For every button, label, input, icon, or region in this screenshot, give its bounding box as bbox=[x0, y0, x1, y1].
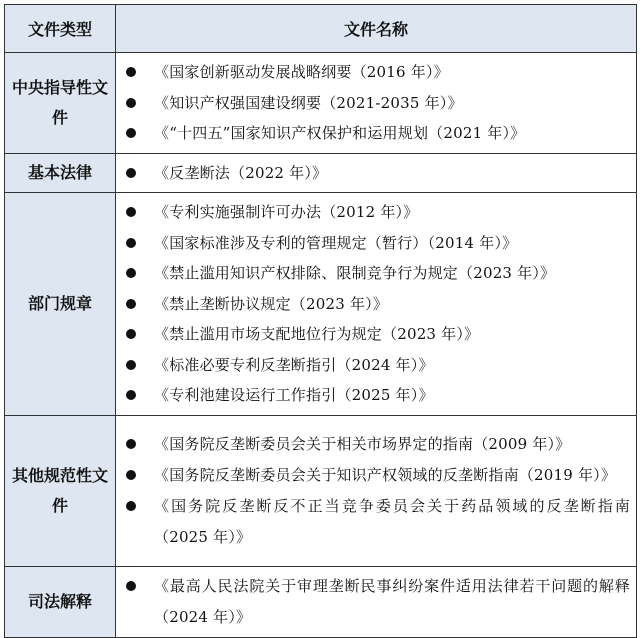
list-item bbox=[124, 258, 630, 289]
header-file-name: 文件名称 bbox=[116, 5, 637, 53]
document-title: 《反垄断法（2022 年）》 bbox=[154, 163, 328, 182]
document-title: 《禁止滥用知识产权排除、限制竞争行为规定（2023 年）》 bbox=[154, 264, 556, 282]
documents-cell bbox=[116, 153, 637, 193]
document-title: 《专利池建设运行工作指引（2025 年）》 bbox=[154, 386, 434, 404]
list-item bbox=[124, 289, 630, 320]
document-title: 《标准必要专利反垄断指引（2024 年）》 bbox=[154, 355, 434, 374]
list-item bbox=[124, 228, 630, 259]
documents-cell bbox=[116, 415, 637, 566]
list-item bbox=[124, 57, 630, 88]
document-table-container bbox=[4, 4, 636, 638]
table-row bbox=[5, 415, 637, 566]
header-file-type: 文件类型 bbox=[5, 5, 116, 53]
list-item bbox=[124, 350, 630, 381]
category-cell: 基本法律 bbox=[5, 153, 116, 193]
document-title: 《专利实施强制许可办法（2012 年）》 bbox=[154, 203, 419, 221]
bullet-icon bbox=[126, 299, 136, 309]
documents-cell bbox=[116, 193, 637, 416]
document-title: 《国务院反垄断委员会关于相关市场界定的指南（2009 年）》 bbox=[154, 434, 571, 453]
list-item bbox=[124, 158, 630, 189]
table-row bbox=[5, 153, 637, 193]
bullet-icon bbox=[126, 207, 136, 217]
bullet-icon bbox=[126, 470, 136, 480]
category-cell: 部门规章 bbox=[5, 193, 116, 416]
table-header-row bbox=[5, 5, 637, 53]
documents-cell bbox=[116, 566, 637, 637]
document-title: 《知识产权强国建设纲要（2021-2035 年）》 bbox=[154, 93, 463, 112]
bullet-icon bbox=[126, 238, 136, 248]
list-item bbox=[124, 319, 630, 350]
list-item bbox=[124, 197, 630, 228]
bullet-icon bbox=[126, 390, 136, 400]
document-title: 《最高人民法院关于审理垄断民事纠纷案件适用法律若干问题的解释（2024 年）》 bbox=[154, 576, 630, 626]
bullet-icon bbox=[126, 329, 136, 339]
document-title: 《国家创新驱动发展战略纲要（2016 年）》 bbox=[154, 63, 449, 81]
list-item bbox=[124, 429, 630, 460]
list-item bbox=[124, 118, 630, 149]
bullet-icon bbox=[126, 67, 136, 77]
category-cell: 其他规范性文件 bbox=[5, 415, 116, 566]
category-cell: 中央指导性文件 bbox=[5, 53, 116, 154]
list-item bbox=[124, 380, 630, 411]
list-item bbox=[124, 491, 630, 553]
category-cell: 司法解释 bbox=[5, 566, 116, 637]
bullet-icon bbox=[126, 98, 136, 108]
bullet-icon bbox=[126, 128, 136, 138]
bullet-icon bbox=[126, 439, 136, 449]
document-list bbox=[124, 571, 630, 633]
document-list bbox=[124, 158, 630, 189]
list-item bbox=[124, 571, 630, 633]
list-item bbox=[124, 460, 630, 491]
document-list bbox=[124, 197, 630, 411]
bullet-icon bbox=[126, 501, 136, 511]
document-title: 《国务院反垄断反不正当竞争委员会关于药品领域的反垄断指南（2025 年）》 bbox=[154, 496, 630, 546]
table-row bbox=[5, 193, 637, 416]
document-title: 《禁止滥用市场支配地位行为规定（2023 年）》 bbox=[154, 325, 480, 343]
document-table bbox=[4, 4, 637, 638]
bullet-icon bbox=[126, 268, 136, 278]
documents-cell bbox=[116, 53, 637, 154]
bullet-icon bbox=[126, 360, 136, 370]
document-title: 《禁止垄断协议规定（2023 年）》 bbox=[154, 294, 389, 313]
document-title: 《国务院反垄断委员会关于知识产权领域的反垄断指南（2019 年）》 bbox=[154, 465, 617, 484]
document-list bbox=[124, 57, 630, 149]
document-title: 《“十四五”国家知识产权保护和运用规划（2021 年）》 bbox=[154, 124, 526, 142]
bullet-icon bbox=[126, 168, 136, 178]
document-title: 《国家标准涉及专利的管理规定（暂行）（2014 年）》 bbox=[154, 233, 518, 252]
list-item bbox=[124, 88, 630, 119]
document-list bbox=[124, 429, 630, 553]
bullet-icon bbox=[126, 581, 136, 591]
table-row bbox=[5, 566, 637, 637]
table-row bbox=[5, 53, 637, 154]
